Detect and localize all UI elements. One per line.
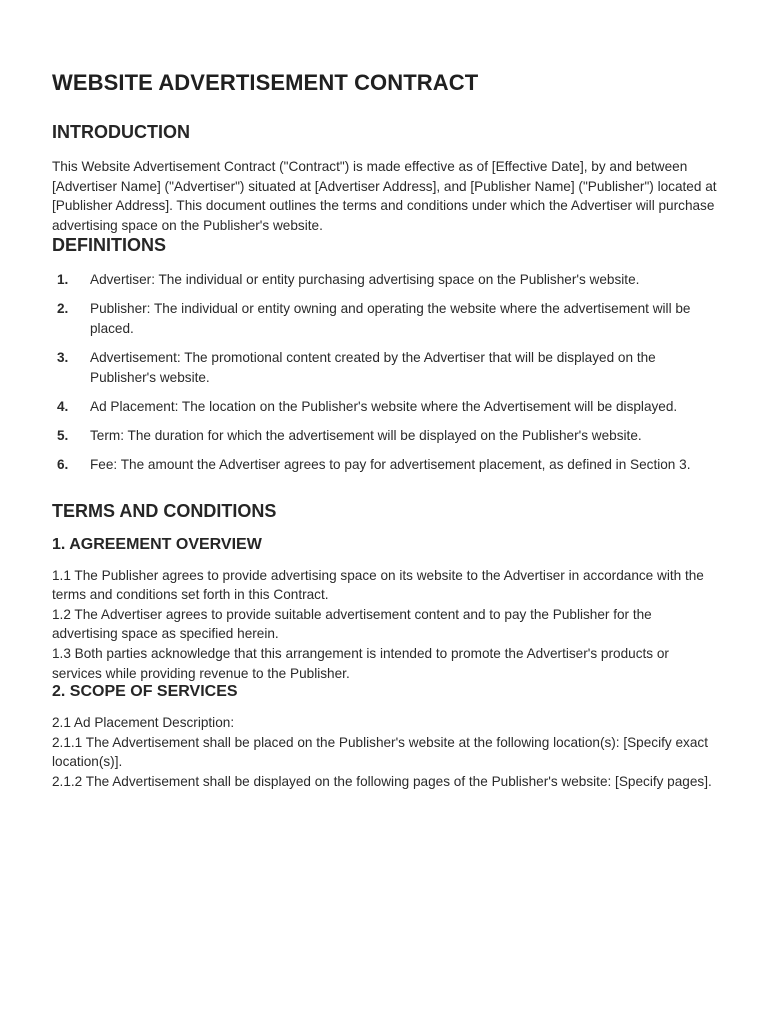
definition-number: 2. (57, 301, 69, 317)
terms-heading: TERMS AND CONDITIONS (52, 500, 277, 521)
definition-item (52, 299, 718, 338)
definition-item (52, 348, 718, 387)
definitions-heading: DEFINITIONS (52, 235, 167, 256)
definition-item (52, 270, 718, 290)
scope-of-services-subsection (52, 683, 718, 791)
clause-2-1-2: 2.1.2 The Advertisement shall be displayed on the following pages of the Publisher's website: [Specify pages]. (52, 773, 712, 789)
definition-text: Ad Placement: The location on the Publisher's website where the Advertisement will be displayed. (90, 398, 678, 414)
clause-2-1-1: 2.1.1 The Advertisement shall be placed on the Publisher's website at the following location(s): [Specify exact location(s)]. (52, 734, 708, 770)
definition-item (52, 455, 718, 475)
introduction-section (52, 122, 718, 235)
agreement-overview-subsection (52, 536, 718, 684)
clause-1-3: 1.3 Both parties acknowledge that this arrangement is intended to promote the Advertiser's products or services while providing revenue to the Publisher. (52, 646, 669, 681)
introduction-heading: INTRODUCTION (52, 122, 190, 142)
clause-1-1: 1.1 The Publisher agrees to provide advertising space on its website to the Advertiser in accordance with the terms and conditions set forth in this Contract. (52, 567, 704, 603)
definitions-list (52, 270, 718, 474)
definitions-section (52, 235, 718, 474)
definition-item (52, 397, 718, 417)
definition-text: Publisher: The individual or entity owning and operating the website where the advertisement will be placed. (90, 301, 691, 337)
clause-1-2: 1.2 The Advertiser agrees to provide suitable advertisement content and to pay the Publisher for the advertising space as specified herein. (52, 606, 652, 642)
introduction-paragraph: This Website Advertisement Contract ("Contract") is made effective as of [Effective Date], by and between [Advertiser Name] ("Advertiser") situated at [Advertiser Address], and [Publisher Name] ("Publisher") located at [Publisher Address]. This document outlines the terms and conditions under which the Advertiser will purchase advertising space on the Publisher's website. (52, 159, 717, 233)
definition-number: 5. (57, 427, 69, 443)
definition-text: Advertiser: The individual or entity purchasing advertising space on the Publisher's website. (90, 272, 640, 288)
definition-number: 4. (57, 398, 69, 414)
scope-of-services-heading: 2. SCOPE OF SERVICES (52, 683, 238, 701)
definition-number: 3. (57, 350, 69, 366)
definition-item (52, 426, 718, 446)
definition-number: 1. (57, 272, 69, 288)
definition-text: Term: The duration for which the advertisement will be displayed on the Publisher's website. (90, 427, 642, 443)
document-title: WEBSITE ADVERTISEMENT CONTRACT (52, 70, 479, 95)
definition-text: Advertisement: The promotional content created by the Advertiser that will be displayed on the Publisher's website. (90, 350, 656, 385)
definition-text: Fee: The amount the Advertiser agrees to pay for advertisement placement, as defined in Section 3. (90, 457, 691, 473)
clause-2-1: 2.1 Ad Placement Description: (52, 715, 235, 731)
agreement-overview-heading: 1. AGREEMENT OVERVIEW (52, 535, 262, 553)
terms-section (52, 501, 718, 792)
definition-number: 6. (57, 457, 69, 473)
